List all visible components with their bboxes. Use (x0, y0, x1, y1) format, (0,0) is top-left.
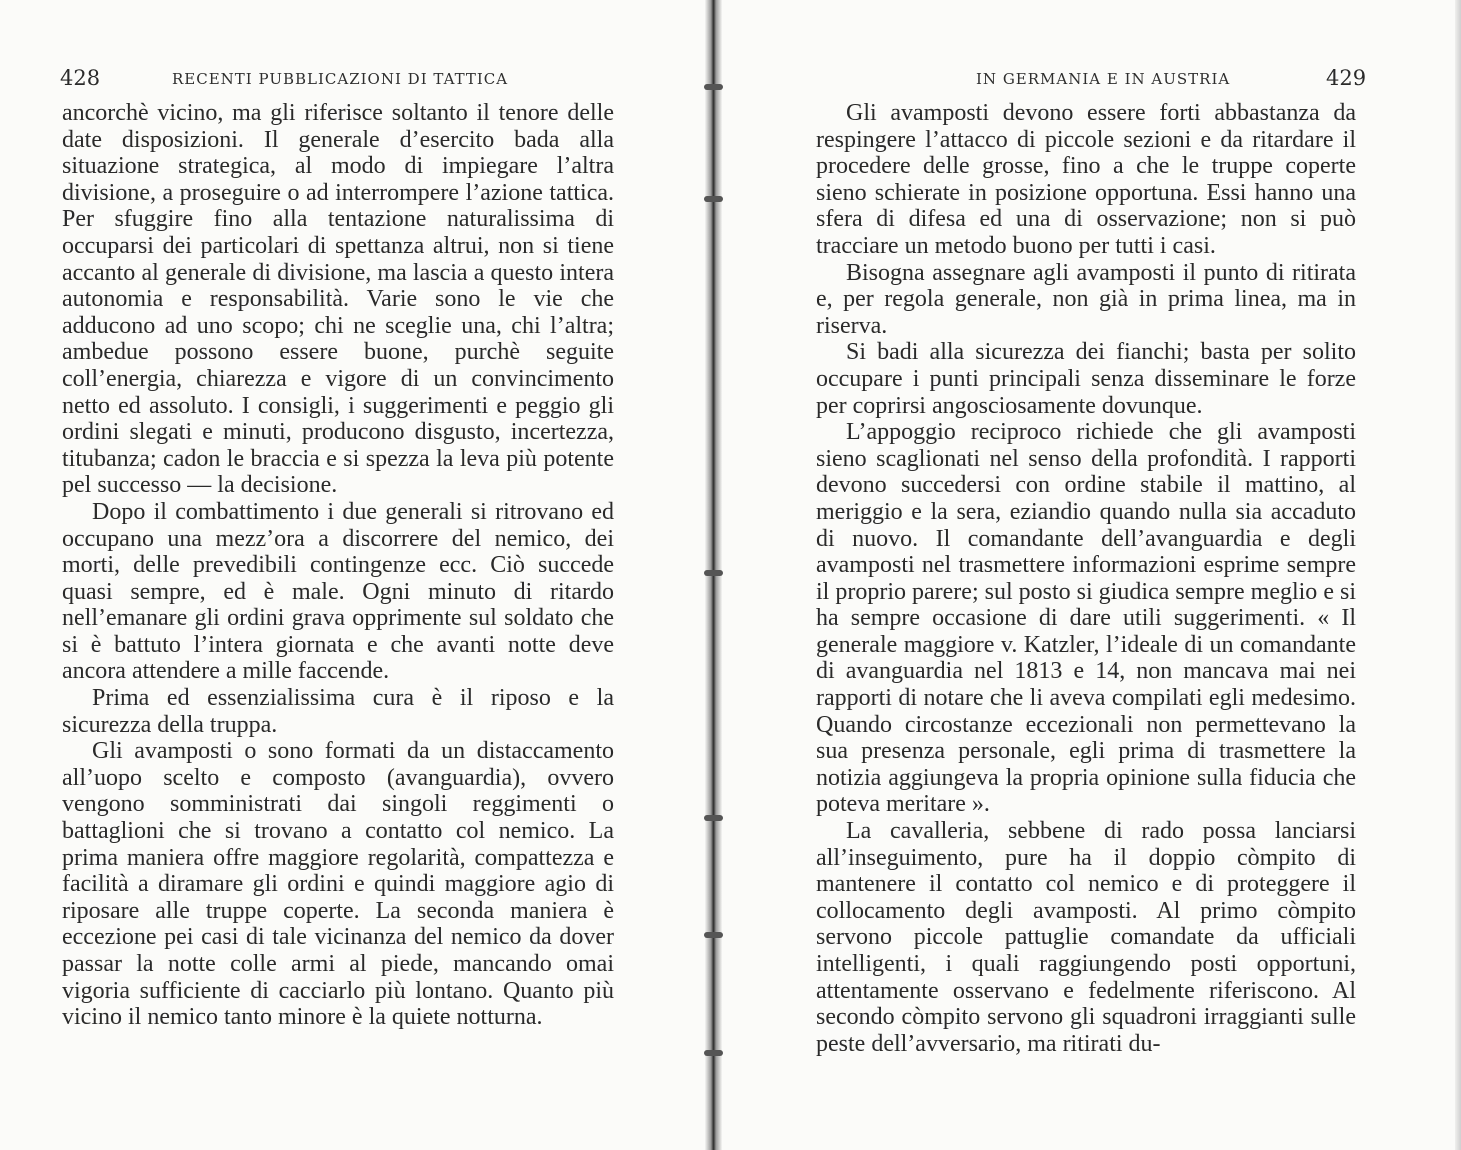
paragraph: ancorchè vicino, ma gli riferisce soltanto il tenore delle date disposizioni. Il generale d’esercito bada alla situazione strategica, al modo di impiegare l’altra divisione, a proseguire o ad interrompere l’azione tattica. Per sfuggire fino alla tentazione naturalissima di occuparsi dei particolari di spettanza altrui, non si tiene accanto al generale di divisione, ma lascia a questo intera autonomia e responsabilità. Varie sono le vie che adducono ad uno scopo; chi ne sceglie una, chi l’altra; ambedue possono essere buone, purchè seguite coll’energia, chiarezza e vigore di un convincimento netto ed assoluto. I consigli, i suggerimenti e peggio gli ordini slegati e minuti, producono disgusto, incertezza, titubanza; cadon le braccia e si spezza la leva più potente pel successo — la decisione. (62, 100, 614, 499)
binding-stitch (704, 815, 723, 821)
running-head-left: RECENTI PUBBLICAZIONI DI TATTICA (172, 70, 509, 88)
left-page-body (62, 100, 614, 1031)
binding-stitch (704, 932, 723, 938)
binding-stitch (704, 84, 723, 90)
paragraph: L’appoggio reciproco richiede che gli avamposti sieno scaglionati nel senso della profondità. I rapporti devono succedersi con ordine stabile il mattino, al meriggio e la sera, eziandio quando nulla sia accaduto di nuovo. Il comandante dell’avanguardia e degli avamposti nel trasmettere informazioni esprime sempre il proprio parere; sul posto si giudica sempre meglio e si ha sempre occasione di dare utili suggerimenti. « Il generale maggiore v. Katzler, l’ideale di un comandante di avanguardia nel 1813 e 14, non mancava mai nei rapporti di notare che li aveva compilati egli medesimo. Quando circostanze eccezionali non permettevano la sua presenza personale, egli prima di trasmettere la notizia aggiungeva la propria opinione sulla fiducia che poteva meritare ». (816, 419, 1356, 818)
page-number-right: 429 (1326, 66, 1367, 90)
binding-stitch (704, 1050, 723, 1056)
binding-stitch (704, 570, 723, 576)
paragraph: Prima ed essenzialissima cura è il riposo e la sicurezza della truppa. (62, 685, 614, 738)
right-page-body (816, 100, 1356, 1057)
paragraph: Bisogna assegnare agli avamposti il punto di ritirata e, per regola generale, non già in prima linea, ma in riserva. (816, 259, 1356, 339)
paragraph: Gli avamposti devono essere forti abbastanza da respingere l’attacco di piccole sezioni e da ritardare il procedere delle grosse, fino a che le truppe coperte sieno schierate in posizione opportuna. Essi hanno una sfera di difesa ed una di osservazione; non si può tracciare un metodo buono per tutti i casi. (816, 100, 1356, 259)
left-page (0, 0, 705, 1150)
page-number-left: 428 (60, 66, 101, 90)
page-edge (1455, 0, 1461, 1150)
running-head-right: IN GERMANIA E IN AUSTRIA (976, 70, 1231, 88)
right-page (722, 0, 1461, 1150)
paragraph: Si badi alla sicurezza dei fianchi; basta per solito occupare i punti principali senza disseminare le forze per coprirsi angosciosamente dovunque. (816, 339, 1356, 419)
binding-stitch (704, 196, 723, 202)
paragraph: Dopo il combattimento i due generali si ritrovano ed occupano una mezz’ora a discorrere del nemico, dei morti, delle prevedibili contingenze ecc. Ciò succede quasi sempre, ed è male. Ogni minuto di ritardo nell’emanare gli ordini grava opprimente sul soldato che si è battuto l’intera giornata e che avanti notte deve ancora attendere a mille faccende. (62, 498, 614, 685)
paragraph: Gli avamposti o sono formati da un distaccamento all’uopo scelto e composto (avanguardia), ovvero vengono somministrati dai singoli reggimenti o battaglioni che si trovano a contatto col nemico. La prima maniera offre maggiore regolarità, compattezza e facilità a diramare gli ordini e quindi maggiore agio di riposare alle truppe coperte. La seconda maniera è eccezione pei casi di tale vicinanza del nemico da dover passar la notte colle armi al piede, mancando omai vigoria sufficiente di cacciarlo più lontano. Quanto più vicino il nemico tanto minore è la quiete notturna. (62, 738, 614, 1031)
paragraph: La cavalleria, sebbene di rado possa lanciarsi all’inseguimento, pure ha il doppio còmpito di mantenere il contatto col nemico e di proteggere il collocamento degli avamposti. Al primo còmpito servono piccole pattuglie comandate da ufficiali intelligenti, i quali raggiungendo posti opportuni, attentamente osservano e fedelmente riferiscono. Al secondo còmpito servono gli squadroni irraggianti sulle peste dell’avversario, ma ritirati du- (816, 818, 1356, 1057)
